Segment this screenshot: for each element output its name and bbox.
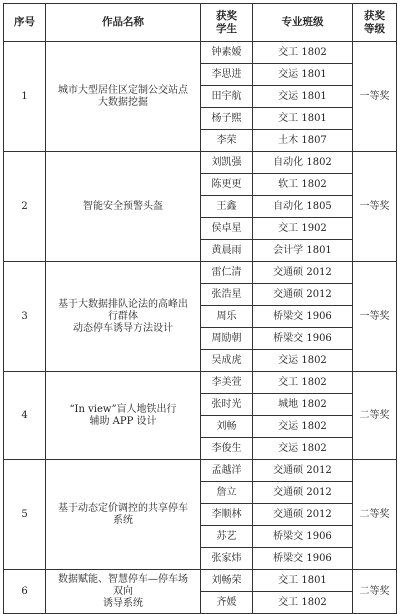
header-major: 专业班级	[253, 4, 353, 42]
student-cell: 李俊生	[201, 438, 253, 460]
major-class-cell: 交通硕 2012	[253, 284, 353, 306]
work-title-cell	[46, 42, 201, 152]
header-grade-line2: 等级	[364, 22, 385, 35]
work-title-cell	[46, 262, 201, 372]
work-title-line: “In view”盲人地铁出行	[69, 403, 177, 415]
award-grade-cell: 二等奖	[353, 372, 397, 460]
major-class-cell: 自动化 1805	[253, 196, 353, 218]
award-grade-cell: 二等奖	[353, 460, 397, 570]
award-grade-cell: 一等奖	[353, 42, 397, 152]
student-cell: 张时光	[201, 394, 253, 416]
major-class-cell: 桥梁交 1906	[253, 526, 353, 548]
major-class-cell: 软工 1802	[253, 174, 353, 196]
student-cell: 刘畅	[201, 416, 253, 438]
student-cell: 周乐	[201, 306, 253, 328]
seq-cell: 4	[4, 372, 46, 460]
major-class-cell: 交工 1802	[253, 42, 353, 64]
student-cell: 杨子熙	[201, 108, 253, 130]
header-student-line2: 学生	[216, 22, 237, 35]
major-class-cell: 交通硕 2012	[253, 482, 353, 504]
award-grade-cell: 一等奖	[353, 262, 397, 372]
table-body	[4, 42, 397, 614]
table-row	[4, 460, 397, 482]
work-title-line: 智能安全预警头盔	[83, 200, 163, 212]
student-cell: 刘凯强	[201, 152, 253, 174]
student-cell: 李荣	[201, 130, 253, 152]
student-cell: 吴成虎	[201, 350, 253, 372]
major-class-cell: 交运 1802	[253, 438, 353, 460]
award-grade-cell: 一等奖	[353, 152, 397, 262]
student-cell: 詹立	[201, 482, 253, 504]
major-class-cell: 交通硕 2012	[253, 460, 353, 482]
work-title-line: 基于大数据排队论法的高峰出行群体	[58, 298, 188, 322]
student-cell: 侯卓星	[201, 218, 253, 240]
header-title: 作品名称	[46, 4, 201, 42]
student-cell: 齐媛	[201, 592, 253, 614]
major-class-cell: 土木 1807	[253, 130, 353, 152]
seq-cell: 2	[4, 152, 46, 262]
student-cell: 李美萱	[201, 372, 253, 394]
student-cell: 张家炜	[201, 548, 253, 570]
work-title-cell	[46, 460, 201, 570]
seq-cell: 5	[4, 460, 46, 570]
major-class-cell: 交工 1802	[253, 592, 353, 614]
major-class-cell: 交工 1801	[253, 570, 353, 592]
major-class-cell: 交运 1802	[253, 416, 353, 438]
major-class-cell: 交通硕 2012	[253, 262, 353, 284]
header-grade-line1: 获奖	[364, 9, 385, 22]
major-class-cell: 交运 1801	[253, 86, 353, 108]
table-row	[4, 372, 397, 394]
header-row	[4, 4, 397, 42]
work-title-line: 诱导系统	[103, 597, 143, 609]
work-title-line: 数据赋能、智慧停车—停车场双向	[58, 573, 188, 597]
award-grade-cell: 二等奖	[353, 570, 397, 614]
work-title-cell	[46, 372, 201, 460]
work-title-line: 基于动态定价调控的共享停车系统	[58, 502, 188, 526]
student-cell: 刘畅荣	[201, 570, 253, 592]
student-cell: 王鑫	[201, 196, 253, 218]
header-student	[201, 4, 253, 42]
major-class-cell: 交运 1801	[253, 64, 353, 86]
seq-cell: 6	[4, 570, 46, 614]
major-class-cell: 会计学 1801	[253, 240, 353, 262]
work-title-cell	[46, 570, 201, 614]
student-cell: 李思进	[201, 64, 253, 86]
student-cell: 苏艺	[201, 526, 253, 548]
student-cell: 孟越洋	[201, 460, 253, 482]
student-cell: 张浩星	[201, 284, 253, 306]
table-row	[4, 42, 397, 64]
major-class-cell: 交工 1802	[253, 372, 353, 394]
header-grade	[353, 4, 397, 42]
table-row	[4, 262, 397, 284]
major-class-cell: 桥梁交 1906	[253, 548, 353, 570]
major-class-cell: 交运 1802	[253, 350, 353, 372]
work-title-cell	[46, 152, 201, 262]
student-cell: 黄晨雨	[201, 240, 253, 262]
work-title-line: 城市大型居住区定制公交站点	[58, 84, 188, 96]
table-row	[4, 570, 397, 592]
work-title-line: 辅助 APP 设计	[89, 415, 157, 427]
major-class-cell: 交工 1902	[253, 218, 353, 240]
student-cell: 周励朝	[201, 328, 253, 350]
seq-cell: 1	[4, 42, 46, 152]
header-student-line1: 获奖	[216, 9, 237, 22]
major-class-cell: 交通硕 2012	[253, 504, 353, 526]
work-title-line: 动态停车诱导方法设计	[73, 322, 173, 334]
major-class-cell: 桥梁交 1906	[253, 328, 353, 350]
student-cell: 钟素嫒	[201, 42, 253, 64]
major-class-cell: 自动化 1802	[253, 152, 353, 174]
table-row	[4, 152, 397, 174]
work-title-line: 大数据挖掘	[98, 96, 148, 108]
student-cell: 田宇航	[201, 86, 253, 108]
major-class-cell: 交工 1801	[253, 108, 353, 130]
student-cell: 雷仁清	[201, 262, 253, 284]
major-class-cell: 桥梁交 1906	[253, 306, 353, 328]
student-cell: 陈更更	[201, 174, 253, 196]
seq-cell: 3	[4, 262, 46, 372]
awards-table	[3, 3, 397, 614]
major-class-cell: 城地 1802	[253, 394, 353, 416]
header-seq: 序号	[4, 4, 46, 42]
student-cell: 李顺林	[201, 504, 253, 526]
